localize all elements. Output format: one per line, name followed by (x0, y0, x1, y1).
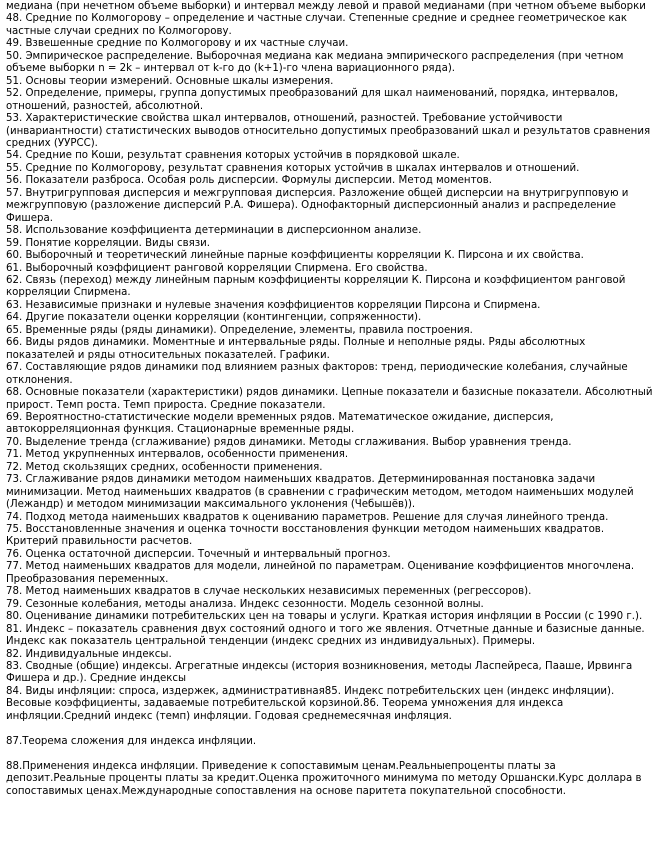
list-item: 69. Вероятностно-статистические модели временных рядов. Математическое ожидание, дисперсия, автокорреляционная функция. Стационарные временные ряды. (6, 411, 554, 436)
list-item: 81. Индекс – показатель сравнения двух состояний одного и того же явления. Отчетные данные и базисные данные. Индекс как показатель центральной тенденции (индекс средних из индивидуальных). Примеры. (6, 623, 645, 648)
list-item: 62. Связь (переход) между линейным парным коэффициенты корреляции К. Пирсона и коэффициентом ранговой корреляции Спирмена. (6, 274, 626, 299)
text-line: медиана (при нечетном объеме выборки) и интервал между левой и правой медианами (при четном объеме выборки (6, 1, 646, 12)
list-item: 73. Сглаживание рядов динамики методом наименьших квадратов. Детерминированная постановка задачи минимизации. Метод наименьших квадратов (в сравнении с графическим методом, методом наименьших модулей (Лежандр) и методом минимизации максимального уклонения (Чебышёв)). (6, 474, 634, 511)
paragraph-spacer (6, 723, 654, 735)
list-item: 60. Выборочный и теоретический линейные парные коэффициенты корреляции К. Пирсона и их свойства. (6, 250, 584, 262)
list-item: 70. Выделение тренда (сглаживание) рядов динамики. Методы сглаживания. Выбор уравнения тренда. (6, 436, 572, 448)
list-item: 53. Характеристические свойства шкал интервалов, отношений, разностей. Требование устойчивости (инвариантности) статистических выводов относительно допустимых преобразований шкал и результатов сравнения средних (УУРСС). (6, 113, 651, 149)
list-item: 52. Определение, примеры, группа допустимых преобразований для шкал наименований, порядка, интервалов, отношений, разностей, абсолютной. (6, 88, 619, 112)
list-item: 66. Виды рядов динамики. Моментные и интервальные ряды. Полные и неполные ряды. Ряды абсолютных показателей и ряды относительных показателей. Графики. (6, 337, 586, 361)
list-item: 71. Метод укрупненных интервалов, особенности применения. (6, 449, 349, 461)
list-item: 84. Виды инфляции: спроса, издержек, административная85. Индекс потребительских цен (индекс инфляции). Весовые коэффициенты, задаваемые потребительской корзиной.86. Теорема умножения для индекса инфляции.Средний индекс (темп) инфляции. Годовая среднемесячная инфляция. (6, 685, 615, 722)
list-item: 83. Сводные (общие) индексы. Агрегатные индексы (история возникновения, методы Ласпейреса, Пааше, Ирвинга Фишера и др.). Средние индексы (6, 661, 633, 685)
list-item: 82. Индивидуальные индексы. (6, 648, 172, 660)
list-item: 76. Оценка остаточной дисперсии. Точечный и интервальный прогноз. (6, 548, 391, 560)
list-item: 80. Оценивание динамики потребительских цен на товары и услуги. Краткая история инфляции в России (с 1990 г.). (6, 611, 643, 623)
list-item: 61. Выборочный коэффициент ранговой корреляции Спирмена. Его свойства. (6, 262, 428, 274)
list-item: 49. Взвешенные средние по Колмогорову и их частные случаи. (6, 38, 349, 50)
list-item: 57. Внутригрупповая дисперсия и межгрупповая дисперсия. Разложение общей дисперсии на внутригрупповую и межгрупповую (разложение дисперсий Р.А. Фишера). Однофакторный дисперсионный анализ и распределение Фишера. (6, 187, 629, 224)
list-item: 59. Понятие корреляции. Виды связи. (6, 237, 211, 249)
list-item: 64. Другие показатели оценки корреляции (контингенции, сопряженности). (6, 312, 422, 324)
list-item: 56. Показатели разброса. Особая роль дисперсии. Формулы дисперсии. Метод моментов. (6, 175, 492, 187)
list-item: 88.Применения индекса инфляции. Приведение к сопоставимым ценам.Реальныепроценты платы за депозит.Реальные проценты платы за кредит.Оценка прожиточного минимума по методу Оршански.Курс доллара в сопоставимых ценах.Международные сопоставления на основе паритета покупательной способности. (6, 760, 642, 797)
list-item: 54. Средние по Коши, результат сравнения которых устойчив в порядковой шкале. (6, 150, 460, 162)
list-item: 63. Независимые признаки и нулевые значения коэффициентов корреляции Пирсона и Спирмена. (6, 299, 541, 311)
list-item: 72. Метод скользящих средних, особенности применения. (6, 461, 323, 473)
list-item: 78. Метод наименьших квадратов в случае нескольких независимых переменных (регрессоров). (6, 586, 532, 598)
list-item: 48. Средние по Колмогорову – определение и частные случаи. Степенные средние и среднее геометрическое как частные случаи средних по Колмогорову. (6, 13, 628, 37)
list-item: 51. Основы теории измерений. Основные шкалы измерения. (6, 75, 334, 87)
list-item: 58. Использование коэффициента детерминации в дисперсионном анализе. (6, 225, 422, 237)
list-item: 79. Сезонные колебания, методы анализа. Индекс сезонности. Модель сезонной волны. (6, 598, 484, 610)
list-item: 65. Временные ряды (ряды динамики). Определение, элементы, правила построения. (6, 324, 473, 336)
list-item: 50. Эмпирическое распределение. Выборочная медиана как медиана эмпирического распределения (при четном объеме выборки n = 2k – интервал от k-го до (k+1)-го члена вариационного ряда). (6, 50, 624, 75)
list-item: 68. Основные показатели (характеристики) рядов динамики. Цепные показатели и базисные показатели. Абсолютный прирост. Темп роста. Темп прироста. Средние показатели. (6, 387, 653, 411)
list-item: 55. Средние по Колмогорову, результат сравнения которых устойчив в шкалах интервалов и отношений. (6, 162, 580, 174)
list-item: 74. Подход метода наименьших квадратов к оцениванию параметров. Решение для случая линейного тренда. (6, 511, 609, 523)
paragraph-spacer (6, 748, 654, 760)
list-item: 67. Составляющие рядов динамики под влиянием разных факторов: тренд, периодические колебания, случайные отклонения. (6, 362, 628, 386)
list-item: 75. Восстановленные значения и оценка точности восстановления функции методом наименьших квадратов. Критерий правильности расчетов. (6, 524, 605, 548)
list-item: 87.Теорема сложения для индекса инфляции. (6, 735, 257, 747)
list-item: 77. Метод наименьших квадратов для модели, линейной по параметрам. Оценивание коэффициентов многочлена. Преобразования переменных. (6, 561, 635, 585)
